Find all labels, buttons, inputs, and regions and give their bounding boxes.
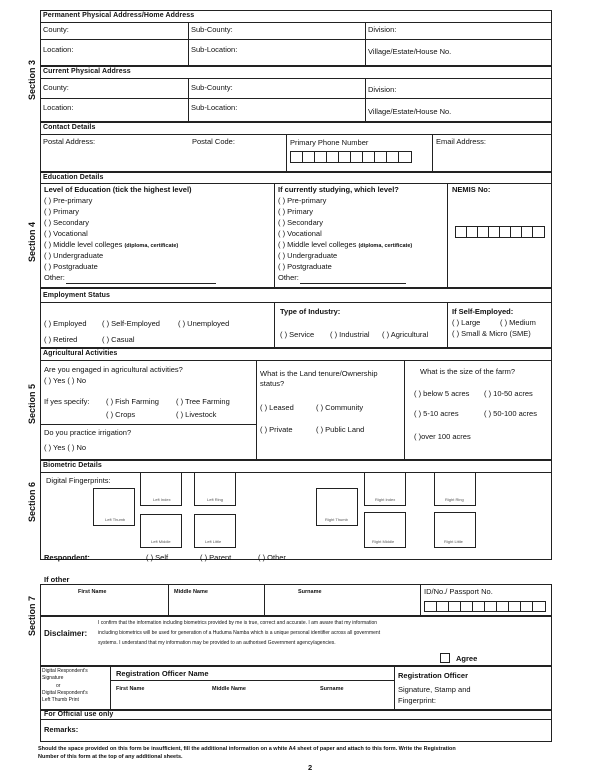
respondent-parent-option[interactable]: ( ) Parent (200, 553, 232, 562)
right-ring-label: Right Ring (445, 497, 464, 502)
section-6-label: Section 6 (27, 481, 37, 522)
edu-other-label[interactable]: Other: (44, 273, 65, 282)
current-county-label[interactable]: County: (43, 83, 69, 92)
right-middle-label: Right Middle (372, 539, 395, 544)
left-index-label: Left Index (153, 497, 171, 502)
other-middle-name-label[interactable]: Middle Name (174, 589, 208, 595)
study-other-label[interactable]: Other: (278, 273, 299, 282)
section-3-label: Section 3 (27, 59, 37, 100)
edu-option-postgraduate[interactable]: ( ) Postgraduate (44, 262, 98, 271)
respondent-signature-line3: or (56, 683, 61, 689)
permanent-village-label[interactable]: Village/Estate/House No. (368, 47, 452, 56)
tenure-question-line2: status? (260, 379, 285, 388)
left-index-box[interactable] (140, 472, 182, 506)
respondent-signature-line2: Signature (42, 675, 64, 681)
large-option[interactable]: ( ) Large (452, 318, 481, 327)
livestock-option[interactable]: ( ) Livestock (176, 410, 217, 419)
left-thumb-box[interactable] (93, 488, 135, 526)
agri-header: Agricultural Activities (43, 350, 118, 357)
unemployed-option[interactable]: ( ) Unemployed (178, 319, 230, 328)
respondent-signature-line5: Left Thumb Print (42, 697, 79, 703)
right-little-label: Right Little (444, 539, 463, 544)
casual-option[interactable]: ( ) Casual (102, 335, 135, 344)
disclaimer-line3: systems. I understand that my information may be provided to an authorised Government agency/agencies. (98, 640, 336, 646)
officer-signature-line2[interactable]: Fingerprint: (398, 696, 436, 705)
edu-option-middle-level[interactable]: ( ) Middle level colleges (diploma, certificate) (44, 240, 179, 249)
current-address-header: Current Physical Address (43, 68, 131, 75)
education-level-title: Level of Education (tick the highest level) (44, 185, 192, 194)
over-100-acres-option[interactable]: ( )over 100 acres (414, 432, 471, 441)
other-first-name-label[interactable]: First Name (78, 589, 107, 595)
right-thumb-label: Right Thumb (325, 517, 348, 522)
registration-officer-name-label: Registration Officer Name (116, 669, 209, 678)
retired-option[interactable]: ( ) Retired (44, 335, 78, 344)
10-50-acres-option[interactable]: ( ) 10-50 acres (484, 389, 533, 398)
agri-engaged-question: Are you engaged in agricultural activities? (44, 365, 183, 374)
irrigation-question: Do you practice irrigation? (44, 428, 132, 437)
id-passport-label: ID/No./ Passport No. (424, 587, 493, 596)
respondent-signature-line4: Digital Respondent's (42, 690, 88, 696)
leased-option[interactable]: ( ) Leased (260, 403, 294, 412)
section-4-label: Section 4 (27, 221, 37, 262)
nemis-input[interactable] (455, 226, 545, 238)
tree-farming-option[interactable]: ( ) Tree Farming (176, 397, 230, 406)
nemis-label: NEMIS No: (452, 185, 491, 194)
registration-officer-title: Registration Officer (398, 671, 469, 680)
50-100-acres-option[interactable]: ( ) 50-100 acres (484, 409, 537, 418)
permanent-sub-location-label[interactable]: Sub-Location: (191, 45, 238, 54)
other-surname-label[interactable]: Surname (298, 589, 322, 595)
disclaimer-line1: I confirm that the information including biometrics provided by me is true, correct and accurate. I am aware that my information (98, 620, 378, 626)
section-7-label: Section 7 (27, 595, 37, 636)
email-label[interactable]: Email Address: (436, 137, 487, 146)
public-land-option[interactable]: ( ) Public Land (316, 425, 365, 434)
left-middle-box[interactable] (140, 514, 182, 548)
employed-option[interactable]: ( ) Employed (44, 319, 87, 328)
postal-address-label[interactable]: Postal Address: (43, 137, 96, 146)
self-employed-option[interactable]: ( ) Self-Employed (102, 319, 160, 328)
agricultural-option[interactable]: ( ) Agricultural (382, 330, 429, 339)
crops-option[interactable]: ( ) Crops (106, 410, 136, 419)
study-option-pre-primary[interactable]: ( ) Pre-primary (278, 196, 327, 205)
page-number: 2 (308, 763, 313, 772)
right-index-box[interactable] (364, 472, 406, 506)
community-option[interactable]: ( ) Community (316, 403, 364, 412)
footer-note-line1: Should the space provided on this form be insufficient, fill the additional information on a white A4 sheet of paper and attach to this form. Write the Registration (38, 746, 456, 752)
employment-header: Employment Status (43, 292, 111, 299)
right-ring-box[interactable] (434, 472, 476, 506)
left-thumb-label: Left Thumb (105, 517, 126, 522)
agri-specify-label: If yes specify: (44, 397, 90, 406)
permanent-county-label[interactable]: County: (43, 25, 69, 34)
tenure-question-line1: What is the Land tenure/Ownership (260, 369, 378, 378)
edu-option-pre-primary[interactable]: ( ) Pre-primary (44, 196, 93, 205)
biometric-header: Biometric Details (43, 462, 102, 469)
official-use-block (40, 710, 552, 742)
section-5-label: Section 5 (27, 383, 37, 424)
study-option-primary[interactable]: ( ) Primary (278, 207, 313, 216)
study-option-middle-level[interactable]: ( ) Middle level colleges (diploma, certificate) (278, 240, 413, 249)
right-index-label: Right Index (375, 497, 396, 502)
education-header: Education Details (43, 174, 104, 181)
study-option-vocational[interactable]: ( ) Vocational (278, 229, 322, 238)
disclaimer-line2: including biometrics will be used for generation of a Huduma Namba which is a unique personal identifier across all government (98, 630, 381, 636)
officer-signature-line1[interactable]: Signature, Stamp and (398, 685, 471, 694)
fish-farming-option[interactable]: ( ) Fish Farming (106, 397, 159, 406)
officer-surname-label[interactable]: Surname (320, 686, 344, 692)
right-little-box[interactable] (434, 512, 476, 548)
fingerprints-label: Digital Fingerprints: (46, 476, 111, 485)
below-5-acres-option[interactable]: ( ) below 5 acres (414, 389, 470, 398)
private-option[interactable]: ( ) Private (260, 425, 293, 434)
left-little-label: Left Little (205, 539, 222, 544)
current-sub-location-label[interactable]: Sub-Location: (191, 103, 238, 112)
farm-size-question: What is the size of the farm? (420, 367, 516, 376)
permanent-sub-county-label[interactable]: Sub-County: (191, 25, 233, 34)
current-division-label[interactable]: Division: (368, 85, 397, 94)
edu-option-undergraduate[interactable]: ( ) Undergraduate (44, 251, 104, 260)
current-village-label[interactable]: Village/Estate/House No. (368, 107, 452, 116)
current-location-label[interactable]: Location: (43, 103, 74, 112)
edu-option-primary[interactable]: ( ) Primary (44, 207, 79, 216)
right-middle-box[interactable] (364, 512, 406, 548)
study-option-undergraduate[interactable]: ( ) Undergraduate (278, 251, 338, 260)
permanent-division-label[interactable]: Division: (368, 25, 397, 34)
service-option[interactable]: ( ) Service (280, 330, 315, 339)
primary-phone-input[interactable] (290, 151, 412, 163)
current-sub-county-label[interactable]: Sub-County: (191, 83, 233, 92)
medium-option[interactable]: ( ) Medium (500, 318, 536, 327)
footer-note-line2: Number of this form at the top of any additional sheets. (38, 754, 183, 760)
respondent-signature-line1: Digital Respondent's (42, 668, 88, 674)
agree-label: Agree (456, 654, 478, 663)
disclaimer-label: Disclaimer: (44, 629, 88, 638)
self-employed-title: If Self-Employed: (452, 307, 514, 316)
irrigation-yes-no[interactable]: ( ) Yes ( ) No (44, 443, 87, 452)
edu-option-vocational[interactable]: ( ) Vocational (44, 229, 88, 238)
study-option-secondary[interactable]: ( ) Secondary (278, 218, 324, 227)
officer-middle-name-label[interactable]: Middle Name (212, 686, 246, 692)
left-ring-label: Left Ring (207, 497, 224, 502)
contact-header: Contact Details (43, 124, 96, 131)
respondent-label: Respondent: (44, 553, 90, 562)
id-passport-input[interactable] (424, 601, 546, 612)
officer-first-name-label[interactable]: First Name (116, 686, 145, 692)
permanent-address-header: Permanent Physical Address/Home Address (43, 12, 195, 19)
industry-title: Type of Industry: (280, 307, 341, 316)
left-middle-label: Left Middle (151, 539, 171, 544)
if-other-label: If other (44, 575, 70, 584)
remarks-label[interactable]: Remarks: (44, 725, 79, 734)
left-little-box[interactable] (194, 514, 236, 548)
study-option-postgraduate[interactable]: ( ) Postgraduate (278, 262, 332, 271)
right-thumb-box[interactable] (316, 488, 358, 526)
postal-code-label[interactable]: Postal Code: (192, 137, 235, 146)
primary-phone-label: Primary Phone Number (290, 138, 369, 147)
industrial-option[interactable]: ( ) Industrial (330, 330, 370, 339)
agri-engaged-yes-no[interactable]: ( ) Yes ( ) No (44, 376, 87, 385)
respondent-self-option[interactable]: ( ) Self (146, 553, 169, 562)
edu-option-secondary[interactable]: ( ) Secondary (44, 218, 90, 227)
studying-level-title: If currently studying, which level? (278, 185, 399, 194)
5-10-acres-option[interactable]: ( ) 5-10 acres (414, 409, 459, 418)
small-micro-option[interactable]: ( ) Small & Micro (SME) (452, 329, 531, 338)
respondent-other-option[interactable]: ( ) Other (258, 553, 286, 562)
left-ring-box[interactable] (194, 472, 236, 506)
agree-checkbox[interactable] (440, 653, 450, 663)
official-use-header: For Official use only (44, 711, 114, 718)
permanent-location-label[interactable]: Location: (43, 45, 74, 54)
